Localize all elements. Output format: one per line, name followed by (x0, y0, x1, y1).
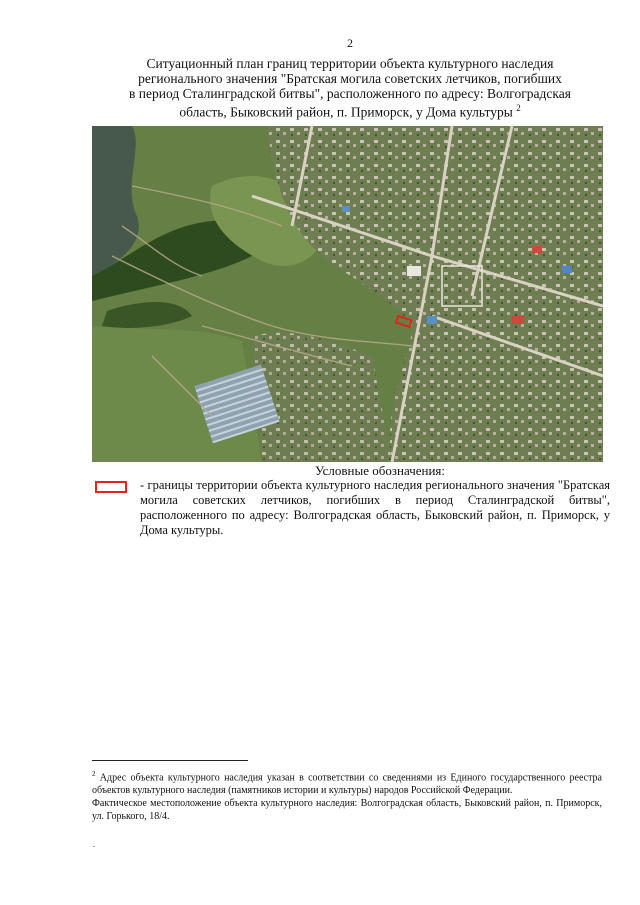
footnote (92, 768, 602, 823)
title-line-4-text: область, Быковский район, п. Приморск, у Дома культуры (179, 104, 513, 120)
footnote-paragraph-1 (92, 768, 602, 797)
title-line-4 (100, 101, 600, 120)
footnote-text-1: Адрес объекта культурного наследия указан в соответствии со сведениями из Единого государственного реестра объектов культурного наследия (памятников истории и культуры) народов Российской Федерации. (92, 772, 602, 797)
footnote-marker: 2 (92, 770, 96, 778)
legend-description: - границы территории объекта культурного наследия регионального значения "Братская могила советских летчиков, погибших в период Сталинградской битвы", расположенного по адресу: Волгоградская область, Быковский район, п. Приморск, у Дома культуры. (140, 478, 610, 537)
satellite-map-image (92, 126, 603, 462)
title-line-2: регионального значения "Братская могила советских летчиков, погибших (138, 71, 562, 86)
satellite-map (92, 126, 603, 462)
legend-heading: Условные обозначения: (314, 463, 446, 478)
title-footnote-ref: 2 (516, 103, 521, 113)
title-line-1: Ситуационный план границ территории объекта культурного наследия (146, 56, 554, 71)
footnote-separator (92, 760, 248, 761)
document-title (100, 56, 600, 120)
legend-boundary-swatch (95, 481, 127, 493)
page-number: 2 (347, 36, 353, 50)
footnote-paragraph-2: Фактическое местоположение объекта культурного наследия: Волгоградская область, Быковский район, п. Приморск, ул. Горького, 18/4. (92, 798, 602, 823)
end-mark: . (93, 840, 95, 849)
title-line-3: в период Сталинградской битвы", расположенного по адресу: Волгоградская (129, 86, 571, 101)
